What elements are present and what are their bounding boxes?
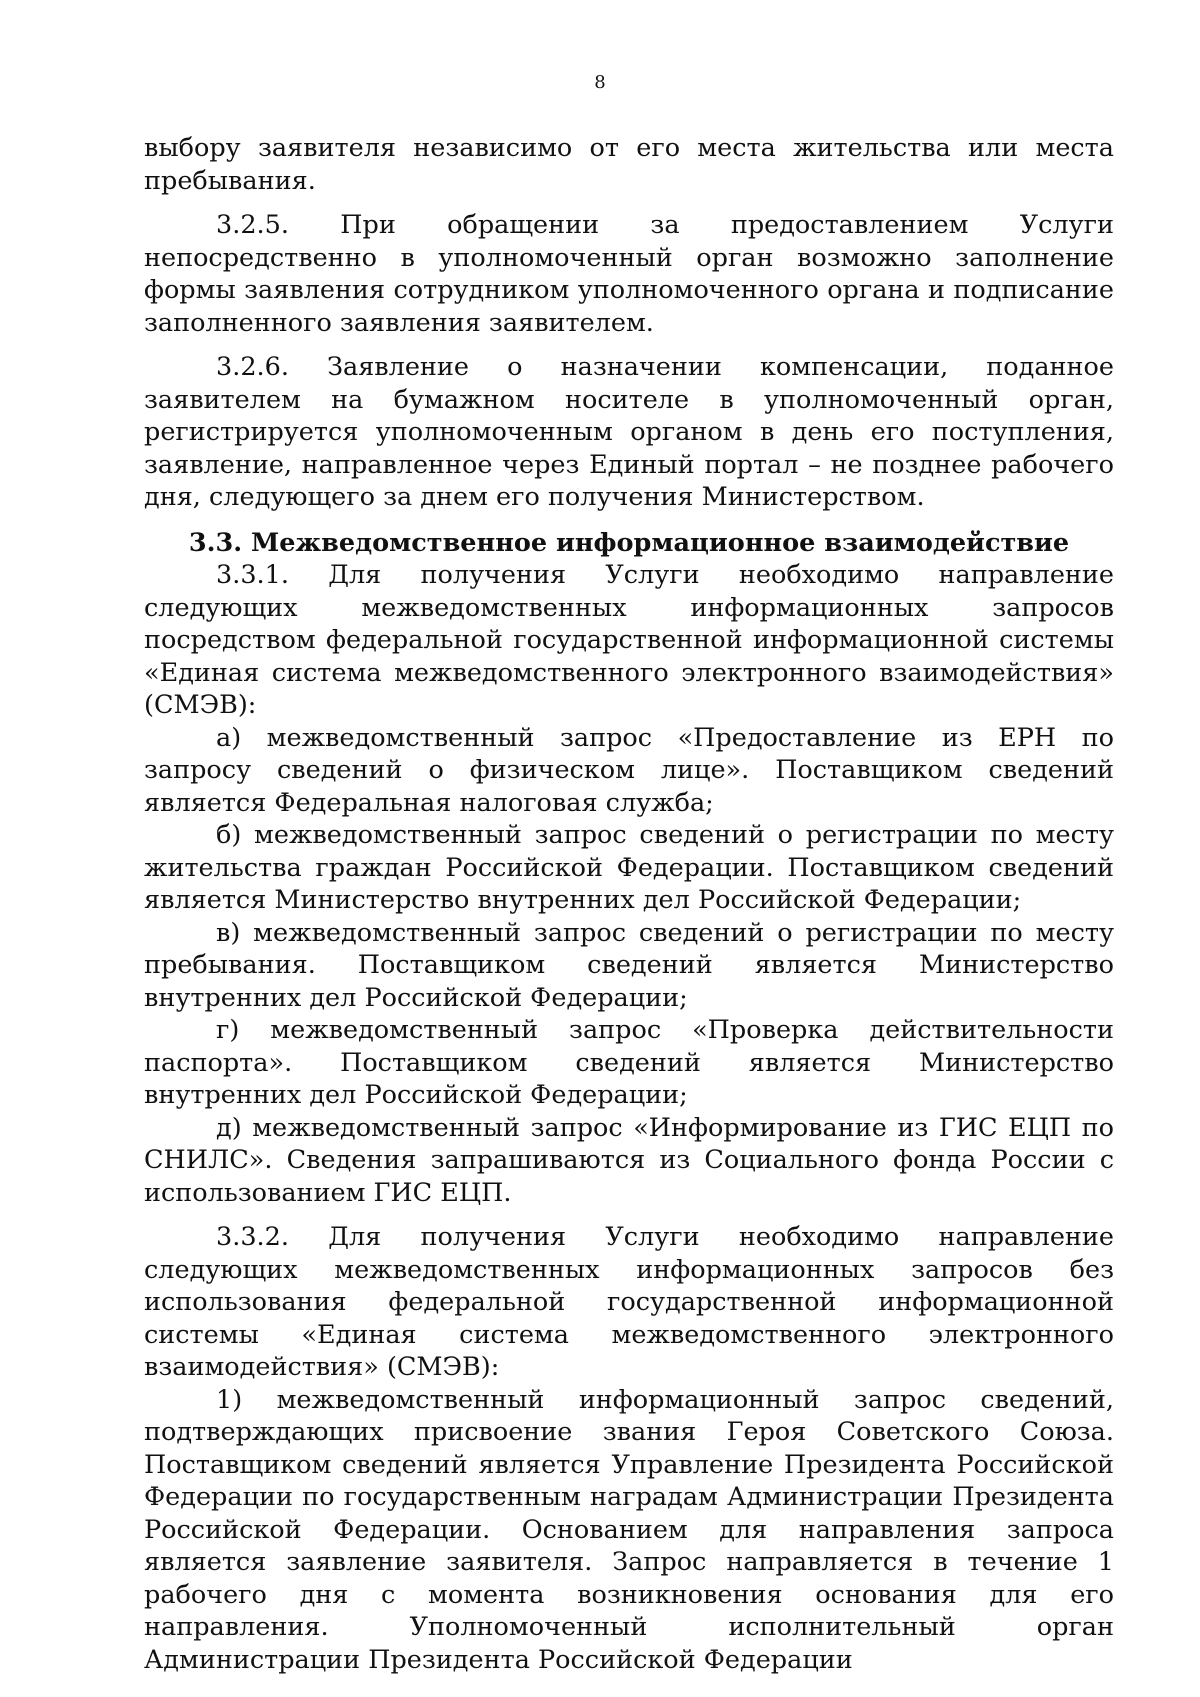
page-number: 8 bbox=[594, 72, 606, 93]
list-item-a: а) межведомственный запрос «Предоставление из ЕРН по запросу сведений о физическом лице». Поставщиком сведений является Федеральная налоговая служба; bbox=[144, 722, 1114, 818]
paragraph-continuation: выбору заявителя независимо от его места жительства или места пребывания. bbox=[144, 133, 1114, 196]
paragraph-3-2-6: 3.2.6. Заявление о назначении компенсации, поданное заявителем на бумажном носителе в уполномоченный орган, регистрируется уполномоченным органом в день его поступления, заявление, направленное через Единый портал – не позднее рабочего дня, следующего за днем его получения Министерством. bbox=[144, 352, 1114, 512]
paragraph-3-3-1: 3.3.1. Для получения Услуги необходимо направление следующих межведомственных информационных запросов посредством федеральной государственной информационной системы «Единая система межведомственного электронного взаимодействия» (СМЭВ): bbox=[144, 560, 1114, 720]
document-body bbox=[144, 132, 1114, 1676]
list-item-v: в) межведомственный запрос сведений о регистрации по месту пребывания. Поставщиком сведений является Министерство внутренних дел Российской Федерации; bbox=[144, 917, 1114, 1013]
list-item-g: г) межведомственный запрос «Проверка действительности паспорта». Поставщиком сведений является Министерство внутренних дел Российской Федерации; bbox=[144, 1015, 1114, 1110]
list-item-1: 1) межведомственный информационный запрос сведений, подтверждающих присвоение звания Героя Советского Союза. Поставщиком сведений является Управление Президента Российской Федерации по государственным наградам Администрации Президента Российской Федерации. Основанием для направления запроса является заявление заявителя. Запрос направляется в течение 1 рабочего дня с момента возникновения основания для его направления. Уполномоченный исполнительный орган Администрации Президента Российской Федерации bbox=[144, 1384, 1114, 1675]
paragraph-3-2-5: 3.2.5. При обращении за предоставлением Услуги непосредственно в уполномоченный орган возможно заполнение формы заявления сотрудником уполномоченного органа и подписание заполненного заявления заявителем. bbox=[144, 210, 1114, 338]
paragraph-3-3-2: 3.3.2. Для получения Услуги необходимо направление следующих межведомственных информационных запросов без использования федеральной государственной информационной системы «Единая система межведомственного электронного взаимодействия» (СМЭВ): bbox=[144, 1222, 1114, 1382]
section-heading-3-3: 3.3. Межведомственное информационное взаимодействие bbox=[188, 527, 1070, 558]
list-item-d: д) межведомственный запрос «Информирование из ГИС ЕЦП по СНИЛС». Сведения запрашиваются из Социального фонда России с использованием ГИС ЕЦП. bbox=[144, 1112, 1114, 1208]
list-item-b: б) межведомственный запрос сведений о регистрации по месту жительства граждан Российской Федерации. Поставщиком сведений является Министерство внутренних дел Российской Федерации; bbox=[144, 820, 1114, 915]
